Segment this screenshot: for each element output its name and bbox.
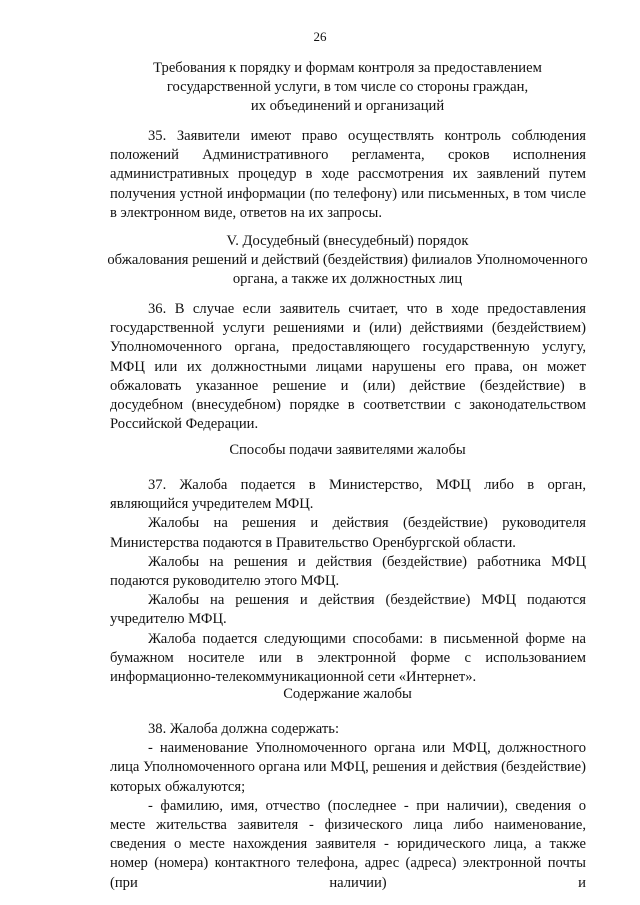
heading-line: Способы подачи заявителями жалобы xyxy=(229,442,466,458)
paragraph-text: Жалобы на решения и действия (бездействие) руководителя Министерства подаются в Правительство Оренбургской области. xyxy=(110,515,586,551)
section-heading-content xyxy=(110,685,585,704)
paragraph-37 xyxy=(110,476,586,687)
page-number: 26 xyxy=(313,29,327,44)
paragraph-text: 36. В случае если заявитель считает, что в ходе предоставления государственной услуги решениями и (или) действиями (бездействием) Уполномоченного органа, предоставляющего государственную услугу, МФЦ или их должностными лицами нарушены его права, он может обжаловать указанное решение и (или) действие (бездействие) в досудебном (внесудебном) порядке в соответствии с законодательством Российской Федерации. xyxy=(110,301,586,433)
heading-line: обжалования решений и действий (бездействия) филиалов Уполномоченного xyxy=(107,252,588,269)
paragraph-38 xyxy=(110,720,586,893)
paragraph-text: 35. Заявители имеют право осуществлять контроль соблюдения положений Административного регламента, сроков исполнения административных процедур в ходе рассмотрения их заявлений путем получения устной информации (по телефону) или письменных, в том числе в электронном виде, ответов на их запросы. xyxy=(110,128,586,221)
section-heading-control xyxy=(110,59,585,117)
heading-line: Содержание жалобы xyxy=(283,686,412,702)
heading-line: Требования к порядку и формам контроля за предоставлением xyxy=(153,60,542,76)
section-heading-methods xyxy=(110,441,585,460)
heading-line: их объединений и организаций xyxy=(250,98,445,115)
paragraph-text: Жалоба подается следующими способами: в письменной форме на бумажном носителе или в электронной форме с использованием информационно-телекоммуникационной сети «Интернет». xyxy=(110,630,586,686)
paragraph-text: - наименование Уполномоченного органа или МФЦ, должностного лица Уполномоченного органа или МФЦ, решения и действия (бездействие) которых обжалуются; xyxy=(110,740,586,795)
section-heading-appeal xyxy=(100,232,595,290)
paragraph-text: 38. Жалоба должна содержать: xyxy=(148,721,339,737)
heading-line: государственной услуги, в том числе со стороны граждан, xyxy=(166,79,529,96)
paragraph-text: Жалобы на решения и действия (бездействие) работника МФЦ подаются руководителю этого МФЦ. xyxy=(110,553,586,590)
paragraph-text: - фамилию, имя, отчество (последнее - при наличии), сведения о месте жительства заявителя - физического лица либо наименование, сведения о месте нахождения заявителя - юридического лица, а также номер (номера) контактного телефона, адрес (адреса) электронной почты (при наличии) и xyxy=(110,797,586,891)
paragraph-36 xyxy=(110,300,586,434)
paragraph-text: Жалобы на решения и действия (бездействие) МФЦ подаются учредителю МФЦ. xyxy=(110,592,586,628)
heading-line: V. Досудебный (внесудебный) порядок xyxy=(226,233,469,249)
paragraph-35 xyxy=(110,127,586,223)
heading-line: органа, а также их должностных лиц xyxy=(232,271,463,288)
paragraph-text: 37. Жалоба подается в Министерство, МФЦ либо в орган, являющийся учредителем МФЦ. xyxy=(110,477,586,513)
